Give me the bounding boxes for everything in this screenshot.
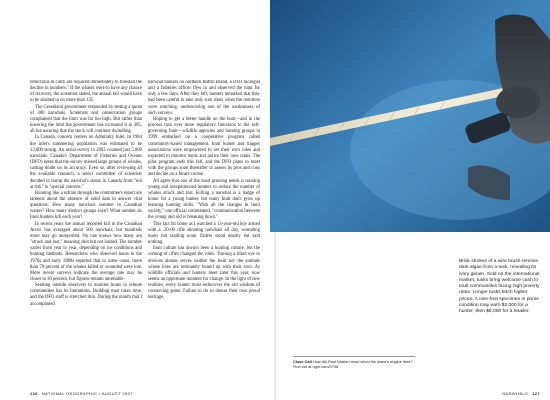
- promo-text: How did Paul Nicklen react when his plane's engine died? Find out at ngm.com/0708.: [293, 359, 413, 369]
- paragraph: In Canada, concern centers on Admiralty Inlet. In 1984 the inlet's summering population was estimated to be 13,000 strong. An aerial survey in 2003 counted just 5,000 narwhals. Canada's Department of Fisheries and Oceans (DFO) notes that the survey missed large groups of whales, casting doubt on its accuracy. Even so, after reviewing all the available research, a select committee of scientists decided to bump the narwhal's status in Canada from "not at risk" to "special concern.": [30, 135, 142, 190]
- paragraph: reductions in catch are required immediately to forestall the decline in numbers." If the whales were to have any chance of recovery, the scientists stated, the annual kill would have to be slashed to no more than 135.: [30, 80, 142, 104]
- paragraph: Inuit culture has always been a hunting culture, but the coming of rifles changed the rules. Turning a blind eye to obvious abuses serves neither the Inuit nor the animals whose lives are intimately bound up with their own. As wildlife officials and hunters meet later this year, now seems an opportune moment for change. In the light of new realities, every hunter must rediscover the old wisdom of conserving game. Failure to do so denies their own proud heritage.: [148, 246, 260, 301]
- page-number: 126: [30, 391, 38, 396]
- paragraph: narwhal hunters on northern Baffin Island, a DFO biologist and a fisheries officer flew in and observed the hunt for only a few days. After they left, hunters remarked that they had been careful to take only sure shots when the monitors were watching, underscoring one of the weaknesses of such surveys.: [148, 80, 260, 116]
- left-folio: [30, 391, 133, 396]
- paragraph: Running like a refrain through the committee's report are laments about the absence of solid data to answer vital questions: How many narwhals summer in Canadian waters? How many distinct groups exist? What number do Inuit hunters kill each year?: [30, 190, 142, 221]
- promo-label: Close Call: [293, 359, 312, 364]
- right-folio: [502, 391, 540, 396]
- paragraph: All agree that one of the most pressing needs is training young and inexperienced hunters to reduce the number of whales struck and lost. Killing a narwhal is a badge of honor for a young hunter, but many Inuit don't grow up learning hunting skills. "With all the changes in Inuit society," one official commented, "communication between the young and old is breaking down.": [148, 178, 260, 221]
- folio-title: NATIONAL GEOGRAPHIC • AUGUST 2007: [41, 391, 133, 396]
- folio-title: NARWHALS: [502, 391, 529, 396]
- photo-illustration: [270, 0, 550, 232]
- page-number: 127: [532, 391, 540, 396]
- caption-text: Brisk strokes of a wire brush remove dark algae from a tusk, revealing its ivory gleam. Sold on the international market, tusks bring welcome cash to Inuit communities facing high poverty rates. Longer tusks fetch higher prices: A nine-foot specimen in prime condition may earn $2,000 for a hunter, then $5,000 for a retailer.: [459, 259, 540, 315]
- web-promo: [293, 356, 415, 369]
- paragraph: Hoping to get a better handle on the hunt—and in the process turn over more regulatory functions to the self-governing Inuit—wildlife agencies and hunting groups in 1999 embarked on a cooperative program called community-based management. Inuit hunter and trapper associations were empowered to set their own rules and expected to monitor hunts and police their own ranks. The pilot program ends this fall, and the DFO plans to meet with the groups soon thereafter to assess its pros and cons and decide on a future course.: [148, 116, 260, 178]
- paragraph: In recent years the annual reported kill in the Canadian Arctic has averaged about 500 narwhals, but hundreds more may go unreported. No one knows how many are "struck and lost," meaning shot but not landed. The number varies from year to year, depending on ice conditions and hunting methods. Researchers who observed hunts in the 1970s and early 1980s reported that in some cases, more than 70 percent of the whales killed or wounded were lost. More recent surveys indicate the average rate may be closer to 30 percent, but figures remain unreliable.: [30, 221, 142, 282]
- paragraph: This fact hit home as I watched a 13-year-old boy armed with a .30-06 rifle shooting narwhals all day, wounding many but landing none. Elders stood nearby but said nothing.: [148, 221, 260, 246]
- article-column-2: [148, 80, 260, 392]
- photo-caption: [459, 259, 541, 316]
- tusk-cleaning-photo: [270, 0, 550, 232]
- paragraph: Sending outside observers to monitor hunts in remote communities has its limitations. Building trust takes time, and the DFO staff is stretched thin. During the month that I accompanied: [30, 283, 142, 307]
- article-column-1: [30, 80, 142, 392]
- paragraph: The Greenland government responded by setting a quota of 300 narwhals. Scientists and conservation groups complained that the limit was far too high. But rather than lowering the limit the government has increased it to 385, all but assuring that the stock will continue dwindling.: [30, 104, 142, 135]
